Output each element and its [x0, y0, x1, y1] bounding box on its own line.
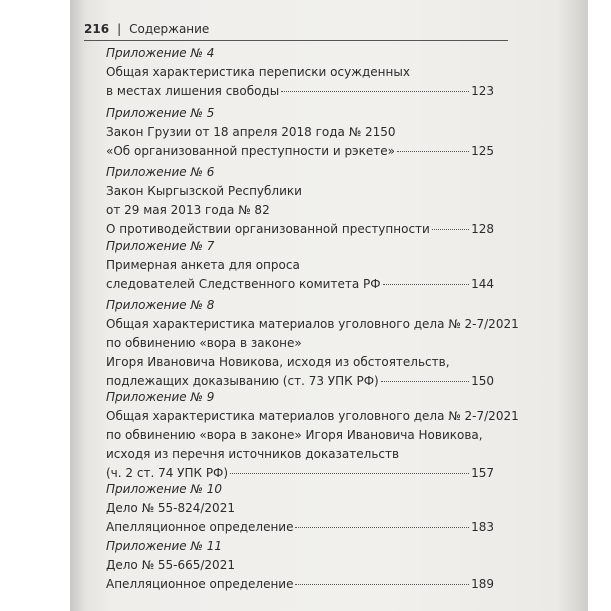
toc-line: от 29 мая 2013 года № 82	[106, 203, 270, 217]
appendix-label: Приложение № 8	[106, 298, 215, 312]
toc-line-last: О противодействии организованной преступности 128	[106, 220, 494, 239]
appendix-label: Приложение № 9	[106, 390, 215, 404]
page-number: 216	[84, 22, 110, 36]
toc-line: Общая характеристика материалов уголовного дела № 2-7/2021	[106, 409, 519, 423]
appendix-label: Приложение № 4	[106, 46, 215, 60]
toc-entry-appendix-8	[106, 296, 519, 391]
leader-dots	[381, 381, 469, 382]
toc-entry-appendix-7	[106, 237, 494, 294]
leader-dots	[295, 584, 469, 585]
toc-line-last: в местах лишения свободы 123	[106, 82, 494, 101]
toc-line-last: Апелляционное определение 189	[106, 575, 494, 594]
appendix-label: Приложение № 6	[106, 165, 215, 179]
page-ref: 125	[471, 144, 494, 158]
toc-line-last: «Об организованной преступности и рэкете» 125	[106, 142, 494, 161]
appendix-label: Приложение № 5	[106, 106, 215, 120]
page-ref: 144	[471, 277, 494, 291]
page-ref: 157	[471, 466, 494, 480]
toc-line: по обвинению «вора в законе» Игоря Ивановича Новикова,	[106, 428, 483, 442]
header-rule	[84, 40, 508, 41]
header-separator: |	[117, 22, 122, 36]
toc-line: Примерная анкета для опроса	[106, 258, 300, 272]
page-ref: 189	[471, 577, 494, 591]
toc-line: Игоря Ивановича Новикова, исходя из обстоятельств,	[106, 355, 450, 369]
toc-entry-appendix-10	[106, 480, 494, 537]
toc-entry-appendix-6	[106, 163, 494, 239]
toc-line: Закон Кыргызской Республики	[106, 184, 302, 198]
toc-line-last: подлежащих доказыванию (ст. 73 УПК РФ) 150	[106, 372, 494, 391]
toc-line: Общая характеристика материалов уголовного дела № 2-7/2021	[106, 317, 519, 331]
appendix-label: Приложение № 7	[106, 239, 215, 253]
leader-dots	[295, 527, 469, 528]
leader-dots	[230, 473, 469, 474]
page-ref: 183	[471, 520, 494, 534]
toc-line: Дело № 55-665/2021	[106, 558, 235, 572]
toc-line-last: (ч. 2 ст. 74 УПК РФ) 157	[106, 464, 494, 483]
toc-entry-appendix-9	[106, 388, 519, 483]
page-ref: 123	[471, 84, 494, 98]
toc-line: Закон Грузии от 18 апреля 2018 года № 2150	[106, 125, 396, 139]
toc-line: Дело № 55-824/2021	[106, 501, 235, 515]
leader-dots	[281, 91, 469, 92]
leader-dots	[432, 229, 469, 230]
page-ref: 128	[471, 222, 494, 236]
toc-entry-appendix-5	[106, 104, 494, 161]
section-title: Содержание	[129, 22, 210, 36]
appendix-label: Приложение № 11	[106, 539, 223, 553]
page-ref: 150	[471, 374, 494, 388]
toc-line-last: следователей Следственного комитета РФ 144	[106, 275, 494, 294]
toc-line-last: Апелляционное определение 183	[106, 518, 494, 537]
appendix-label: Приложение № 10	[106, 482, 223, 496]
toc-line: Общая характеристика переписки осужденных	[106, 65, 410, 79]
toc-entry-appendix-4	[106, 44, 494, 101]
toc-line: исходя из перечня источников доказательств	[106, 447, 400, 461]
running-header	[84, 22, 508, 36]
leader-dots	[383, 284, 470, 285]
leader-dots	[397, 151, 469, 152]
toc-line: по обвинению «вора в законе»	[106, 336, 302, 350]
toc-entry-appendix-11	[106, 537, 494, 594]
